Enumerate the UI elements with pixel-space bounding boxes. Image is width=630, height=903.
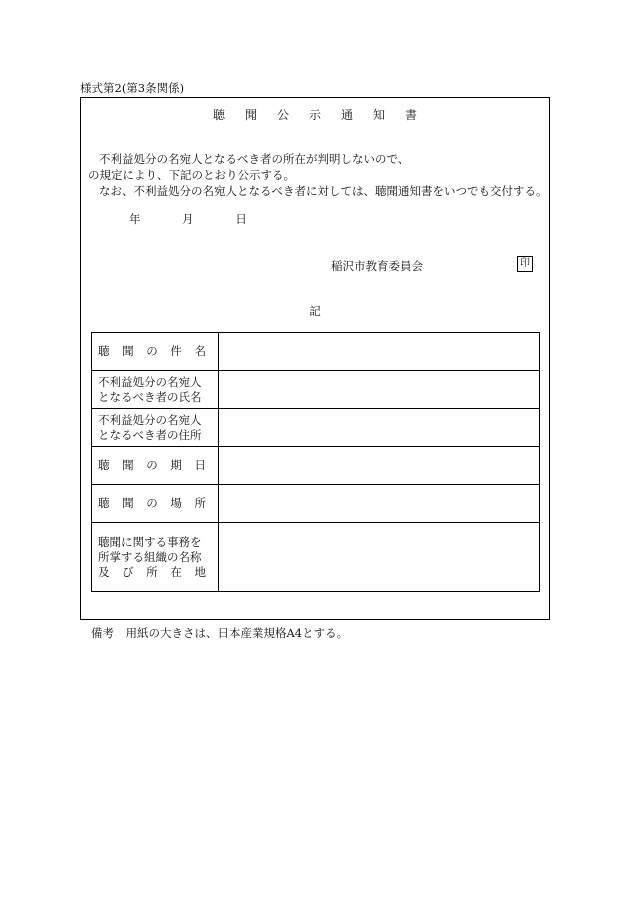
ki-heading: 記	[309, 304, 321, 318]
remarks-note: 備考 用紙の大きさは、日本産業規格A4とする。	[91, 626, 349, 640]
row-value-field[interactable]	[219, 409, 540, 447]
form-number: 様式第2(第3条関係)	[80, 81, 185, 95]
hearing-info-table	[91, 332, 540, 592]
row-label-line: 所掌する組織の名称	[98, 549, 202, 564]
row-label-line: 聴 聞 の 場 所	[98, 496, 206, 510]
row-value-field[interactable]	[219, 371, 540, 409]
body-line-1: 不利益処分の名宛人となるべき者の所在が判明しないので、	[99, 152, 410, 166]
date-day: 日	[235, 212, 247, 226]
issuer-name: 稲沢市教育委員会	[331, 259, 423, 273]
row-label-line: 聴 聞 の 期 日	[98, 458, 206, 472]
body-line-3: なお、不利益処分の名宛人となるべき者に対しては、聴聞通知書をいつでも交付する。	[99, 184, 548, 198]
date-month: 月	[182, 212, 194, 226]
row-label	[92, 523, 219, 592]
row-label-line: 不利益処分の名宛人	[98, 412, 202, 427]
row-value-field[interactable]	[219, 523, 540, 592]
row-label	[92, 485, 219, 523]
row-value-field[interactable]	[219, 485, 540, 523]
date-line	[129, 211, 285, 227]
body-line-2: の規定により、下記のとおり公示する。	[88, 168, 295, 182]
document-title: 聴聞公示通知書	[212, 108, 437, 122]
row-label	[92, 333, 219, 371]
table-row	[92, 447, 540, 485]
date-year: 年	[129, 212, 141, 226]
table-row	[92, 333, 540, 371]
table-row	[92, 371, 540, 409]
row-value-field[interactable]	[219, 447, 540, 485]
row-label	[92, 371, 219, 409]
seal-mark: 印	[517, 256, 533, 272]
table-row	[92, 485, 540, 523]
row-label	[92, 409, 219, 447]
row-label	[92, 447, 219, 485]
row-label-line: 聴 聞 の 件 名	[98, 344, 206, 358]
row-label-line: となるべき者の住所	[98, 427, 202, 442]
table-row	[92, 409, 540, 447]
row-label-line: 不利益処分の名宛人	[98, 374, 202, 389]
row-label-line: 及 び 所 在 地	[98, 564, 206, 579]
row-label-line: 聴聞に関する事務を	[98, 534, 202, 549]
table-row	[92, 523, 540, 592]
row-value-field[interactable]	[219, 333, 540, 371]
row-label-line: となるべき者の氏名	[98, 389, 202, 404]
notice-frame	[80, 97, 550, 620]
